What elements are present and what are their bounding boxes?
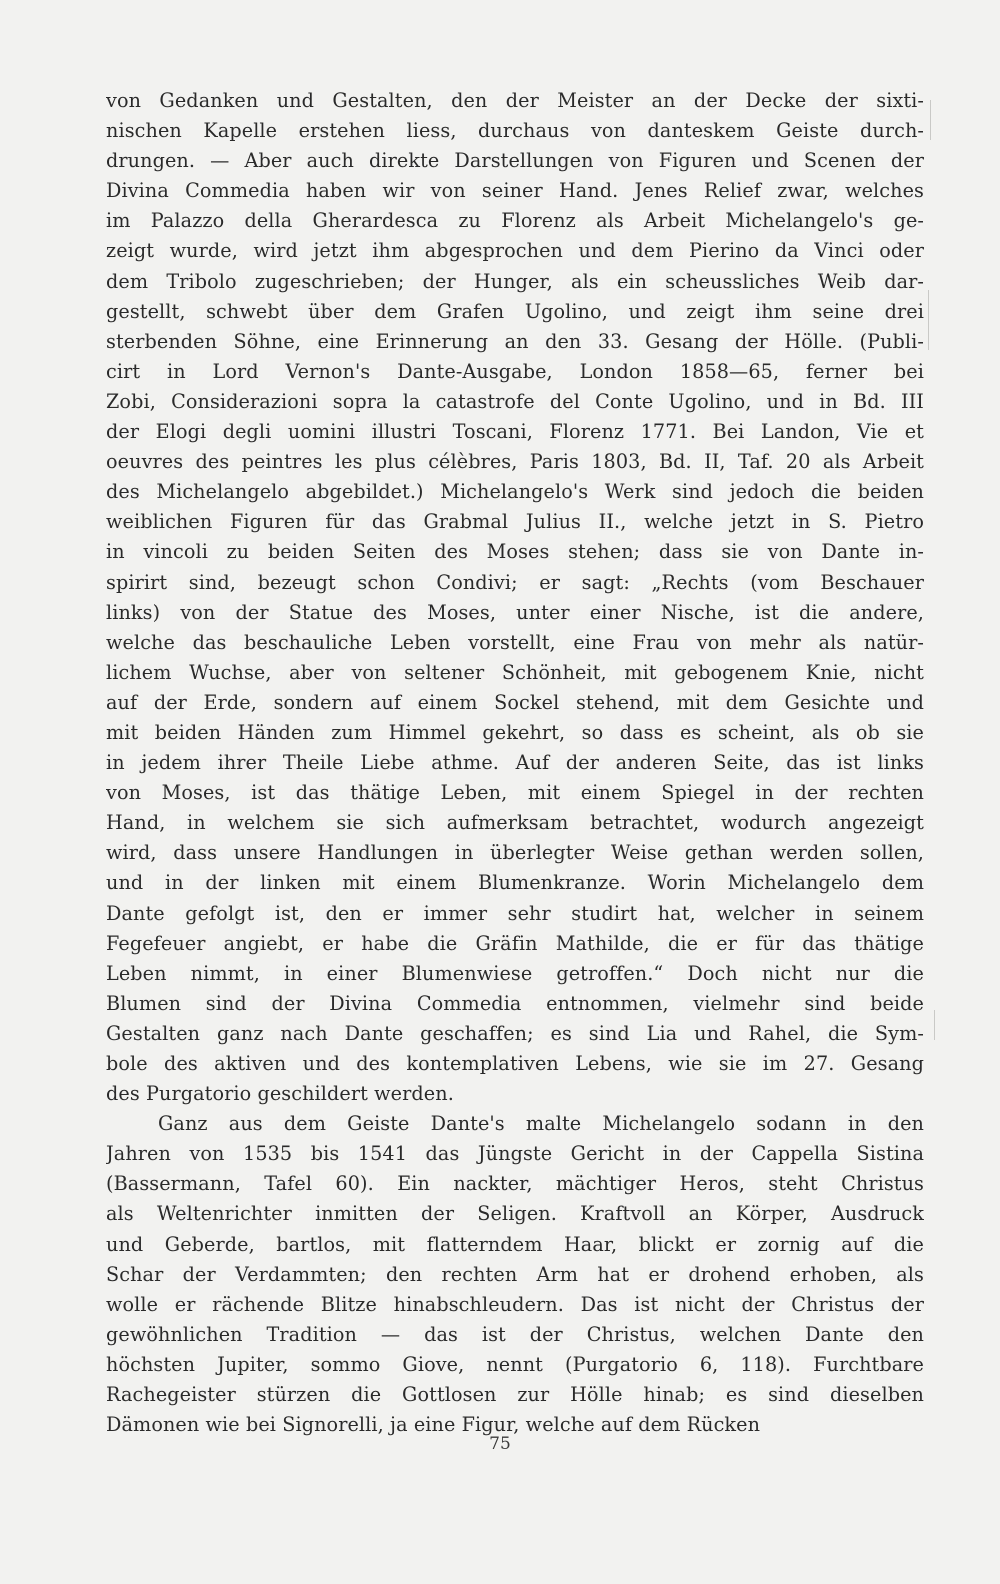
text-line: mit beiden Händen zum Himmel gekehrt, so dass es scheint, als ob sie <box>106 720 924 744</box>
text-line: weiblichen Figuren für das Grabmal Julius II., welche jetzt in S. Pietro <box>106 510 924 534</box>
body-text <box>106 86 924 1440</box>
text-line: gewöhnlichen Tradition — das ist der Christus, welchen Dante den <box>106 1322 924 1346</box>
text-line: nischen Kapelle erstehen liess, durchaus von danteskem Geiste durch- <box>106 119 924 143</box>
text-line: Jahren von 1535 bis 1541 das Jüngste Gericht in der Cappella Sistina <box>106 1142 924 1166</box>
text-line: cirt in Lord Vernon's Dante-Ausgabe, London 1858—65, ferner bei <box>106 359 924 383</box>
text-line: als Weltenrichter inmitten der Seligen. Kraftvoll an Körper, Ausdruck <box>106 1202 924 1226</box>
text-line: Blumen sind der Divina Commedia entnommen, vielmehr sind beide <box>106 991 924 1015</box>
text-line: gestellt, schwebt über dem Grafen Ugolino, und zeigt ihm seine drei <box>106 299 924 323</box>
text-line: Divina Commedia haben wir von seiner Hand. Jenes Relief zwar, welches <box>106 179 924 203</box>
text-line: Gestalten ganz nach Dante geschaffen; es sind Lia und Rahel, die Sym- <box>106 1021 924 1045</box>
text-line: von Moses, ist das thätige Leben, mit einem Spiegel in der rechten <box>106 781 924 805</box>
text-line: wolle er rächende Blitze hinabschleudern. Das ist nicht der Christus der <box>106 1292 924 1316</box>
text-line: Dante gefolgt ist, den er immer sehr studirt hat, welcher in seinem <box>106 901 924 925</box>
text-line: und Geberde, bartlos, mit flatterndem Haar, blickt er zornig auf die <box>106 1232 924 1256</box>
text-line: welche das beschauliche Leben vorstellt, eine Frau von mehr als natür- <box>106 630 924 654</box>
text-line: wird, dass unsere Handlungen in überlegter Weise gethan werden sollen, <box>106 841 924 865</box>
margin-mark <box>930 100 931 140</box>
text-line: in jedem ihrer Theile Liebe athme. Auf der anderen Seite, das ist links <box>106 751 924 775</box>
page-number: 75 <box>489 1434 511 1454</box>
text-line: lichem Wuchse, aber von seltener Schönheit, mit gebogenem Knie, nicht <box>106 660 924 684</box>
text-line: in vincoli zu beiden Seiten des Moses stehen; dass sie von Dante in- <box>106 540 924 564</box>
text-line: links) von der Statue des Moses, unter einer Nische, ist die andere, <box>106 600 924 624</box>
text-line: Schar der Verdammten; den rechten Arm hat er drohend erhoben, als <box>106 1262 924 1286</box>
text-line: spirirt sind, bezeugt schon Condivi; er sagt: „Rechts (vom Beschauer <box>106 570 924 594</box>
text-line: des Purgatorio geschildert werden. <box>106 1082 454 1106</box>
text-line: des Michelangelo abgebildet.) Michelangelo's Werk sind jedoch die beiden <box>106 480 924 504</box>
text-line: oeuvres des peintres les plus célèbres, Paris 1803, Bd. II, Taf. 20 als Arbeit <box>106 450 924 474</box>
text-line: dem Tribolo zugeschrieben; der Hunger, als ein scheussliches Weib dar- <box>106 269 924 293</box>
text-line: (Bassermann, Tafel 60). Ein nackter, mächtiger Heros, steht Christus <box>106 1172 924 1196</box>
text-line: drungen. — Aber auch direkte Darstellungen von Figuren und Scenen der <box>106 149 924 173</box>
margin-mark <box>934 1010 935 1040</box>
text-line: Dämonen wie bei Signorelli, ja eine Figur, welche auf dem Rücken <box>106 1413 761 1437</box>
text-line: und in der linken mit einem Blumenkranze. Worin Michelangelo dem <box>106 871 924 895</box>
text-line: im Palazzo della Gherardesca zu Florenz als Arbeit Michelangelo's ge- <box>106 209 924 233</box>
text-line: Ganz aus dem Geiste Dante's malte Michelangelo sodann in den <box>158 1112 924 1136</box>
text-line: zeigt wurde, wird jetzt ihm abgesprochen und dem Pierino da Vinci oder <box>106 239 924 263</box>
text-line: auf der Erde, sondern auf einem Sockel stehend, mit dem Gesichte und <box>106 690 924 714</box>
text-line: Leben nimmt, in einer Blumenwiese getroffen.“ Doch nicht nur die <box>106 961 924 985</box>
margin-mark <box>928 290 929 350</box>
text-line: der Elogi degli uomini illustri Toscani, Florenz 1771. Bei Landon, Vie et <box>106 420 924 444</box>
text-line: Hand, in welchem sie sich aufmerksam betrachtet, wodurch angezeigt <box>106 811 924 835</box>
text-line: von Gedanken und Gestalten, den der Meister an der Decke der sixti- <box>106 89 924 112</box>
text-line: Zobi, Considerazioni sopra la catastrofe del Conte Ugolino, und in Bd. III <box>106 389 924 413</box>
text-line: höchsten Jupiter, sommo Giove, nennt (Purgatorio 6, 118). Furchtbare <box>106 1352 924 1376</box>
text-line: Rachegeister stürzen die Gottlosen zur Hölle hinab; es sind dieselben <box>106 1383 924 1407</box>
text-line: bole des aktiven und des kontemplativen Lebens, wie sie im 27. Gesang <box>106 1052 924 1075</box>
text-line: sterbenden Söhne, eine Erinnerung an den 33. Gesang der Hölle. (Publi- <box>106 329 924 353</box>
text-line: Fegefeuer angiebt, er habe die Gräfin Mathilde, die er für das thätige <box>106 931 924 955</box>
